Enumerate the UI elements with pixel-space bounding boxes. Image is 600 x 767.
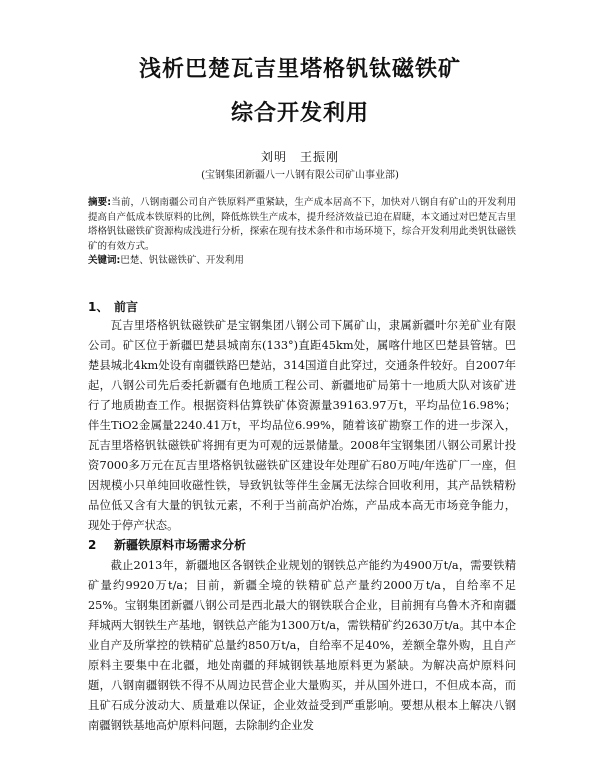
section-2-paragraph: 截止2013年，新疆地区各钢铁企业规划的钢铁总产能约为4900万t/a，需要铁精矿量约9920万t/a；目前，新疆全境的铁精矿总产量约2000万t/a，自给率不足25%。宝钢集团新疆八钢公司是西北最大的钢铁联合企业，目前拥有乌鲁木齐和南疆拜城两大钢铁生产基地，钢铁总产能为1300万t/a，需铁精矿约2630万t/a。其中本企业自产及所掌控的铁精矿总量约850万t/a，自给率不足40%，差额全靠外购，且自产原料主要集中在北疆，地处南疆的拜城钢铁基地原料更为紧缺。为解决高炉原料问题，八钢南疆钢铁不得不从周边民营企业大量购买，并从国外进口，不但成本高，而且矿石成分波动大、质量难以保证，企业效益受到严重影响。要想从根本上解决八钢南疆钢铁基地高炉原料问题，去除制约企业发 [88,559,516,732]
section-2-heading [88,536,246,553]
title-line-2: 综合开发利用 [230,101,369,126]
abstract-label: 摘要: [88,197,112,208]
authors: 刘明 王振刚 [260,150,339,164]
title-line-1: 浅析巴楚瓦吉里塔格钒钛磁铁矿 [138,57,461,82]
keywords-label: 关键词: [88,255,121,266]
section-1-heading [88,298,138,315]
affiliation: (宝钢集团新疆八一八钢有限公司矿山事业部) [201,170,399,181]
section-1-title: 前言 [114,300,139,314]
section-2-number: 2 [88,538,97,552]
section-1-paragraph: 瓦吉里塔格钒钛磁铁矿是宝钢集团八钢公司下属矿山，隶属新疆叶尔羌矿业有限公司。矿区位于新疆巴楚县城南东(133°)直距45km处，属喀什地区巴楚县管辖。巴楚县城北4km处设有南疆铁路巴楚站，314国道自此穿过，交通条件较好。自2007年起，八钢公司先后委托新疆有色地质工程公司、新疆地矿局第十一地质大队对该矿进行了地质勘查工作。根据资料估算铁矿体资源量39163.97万t，平均品位16.98%；伴生TiO2金属量2240.41万t，平均品位6.99%，随着该矿勘察工作的进一步深入，瓦吉里塔格钒钛磁铁矿将拥有更为可观的远景储量。2008年宝钢集团八钢公司累计投资7000多万元在瓦吉里塔格钒钛磁铁矿区建设年处理矿石80万吨/年选矿厂一座，但因规模小只单纯回收磁性铁，导致钒钛等伴生金属无法综合回收利用，其产品铁精粉品位低又含有大量的钒钛元素，不利于当前高炉冶炼，产品成本高无市场竞争能力，现处于停产状态。 [88,319,516,532]
keywords-text: 巴楚、钒钛磁铁矿、开发利用 [120,255,244,266]
abstract [88,196,516,254]
keywords [88,254,516,268]
section-2-title: 新疆铁原料市场需求分析 [114,538,247,552]
section-1-number: 1、 [88,300,109,314]
abstract-text: 当前，八钢南疆公司自产铁原料严重紧缺，生产成本居高不下，加快对八钢自有矿山的开发利用提高自产低成本铁原料的比例，降低炼铁生产成本，提升经济效益已迫在眉睫，本文通过对巴楚瓦吉里塔格钒钛磁铁矿资源构成浅进行分析，探索在现有技术条件和市场环境下，综合开发利用此类钒钛磁铁矿的有效方式。 [88,197,516,252]
